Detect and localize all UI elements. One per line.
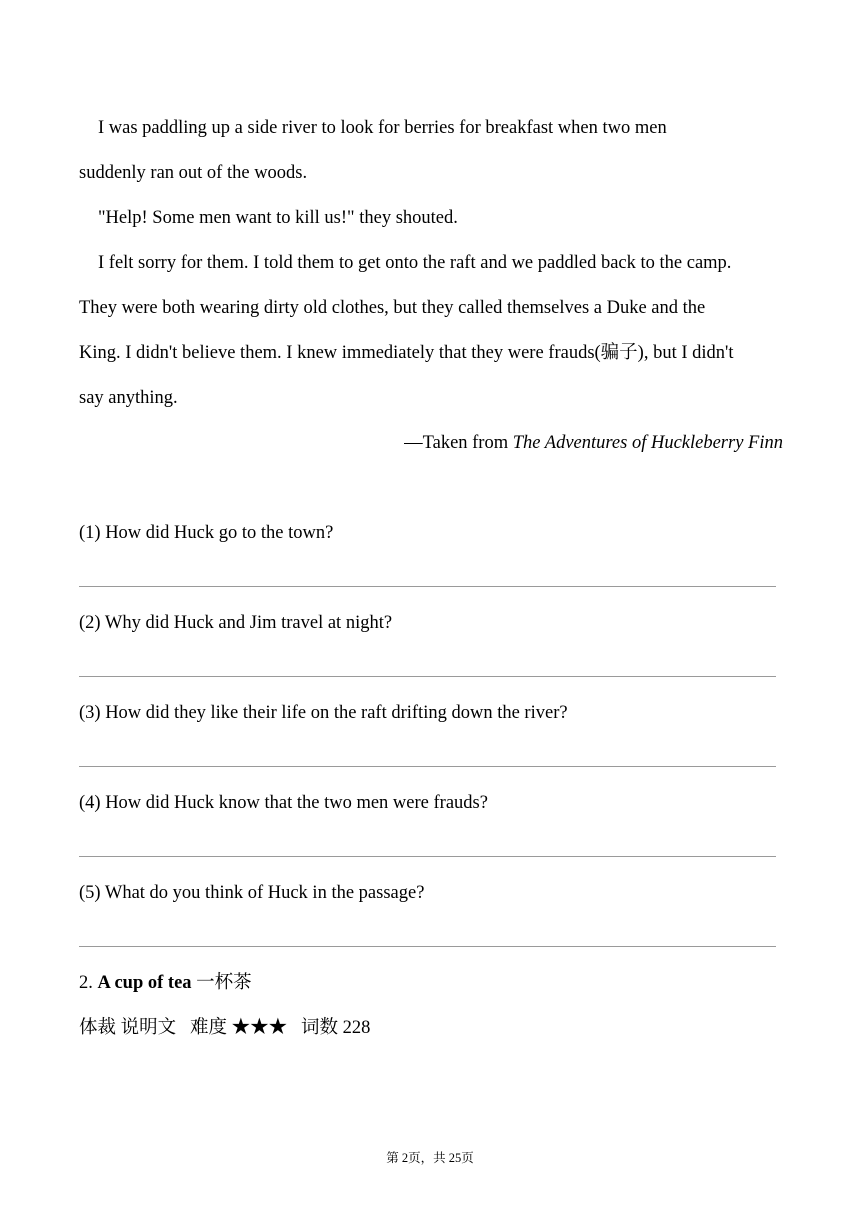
section-number: 2.	[79, 973, 98, 993]
passage-line: King. I didn't believe them. I knew immediately that they were frauds(骗子), but I didn't	[79, 343, 734, 363]
answer-line-1[interactable]	[79, 586, 776, 587]
answer-line-5[interactable]	[79, 946, 776, 947]
passage-line: I felt sorry for them. I told them to get onto the raft and we paddled back to the camp.	[98, 253, 732, 273]
answer-line-4[interactable]	[79, 856, 776, 857]
passage-line: "Help! Some men want to kill us!" they shouted.	[98, 208, 458, 228]
section-meta: 体裁 说明文 难度 ★★★ 词数 228	[79, 1018, 371, 1038]
answer-line-2[interactable]	[79, 676, 776, 677]
section-heading	[79, 971, 784, 995]
question-3: (3) How did they like their life on the raft drifting down the river?	[79, 703, 568, 723]
passage-source	[404, 431, 783, 455]
source-prefix: —Taken from	[404, 433, 513, 453]
page-footer: 第 2页，共 25页	[386, 1151, 474, 1165]
passage-line: I was paddling up a side river to look for berries for breakfast when two men	[98, 118, 667, 138]
question-2: (2) Why did Huck and Jim travel at night?	[79, 613, 393, 633]
answer-line-3[interactable]	[79, 766, 776, 767]
passage-line: say anything.	[79, 388, 178, 408]
question-4: (4) How did Huck know that the two men were frauds?	[79, 793, 488, 813]
passage-line: They were both wearing dirty old clothes, but they called themselves a Duke and the	[79, 298, 706, 318]
passage-line: suddenly ran out of the woods.	[79, 163, 308, 183]
question-5: (5) What do you think of Huck in the passage?	[79, 883, 425, 903]
question-1: (1) How did Huck go to the town?	[79, 523, 334, 543]
section-title-cn: 一杯茶	[191, 973, 252, 993]
section-title: A cup of tea	[97, 973, 192, 993]
source-title: The Adventures of Huckleberry Finn	[512, 433, 783, 453]
